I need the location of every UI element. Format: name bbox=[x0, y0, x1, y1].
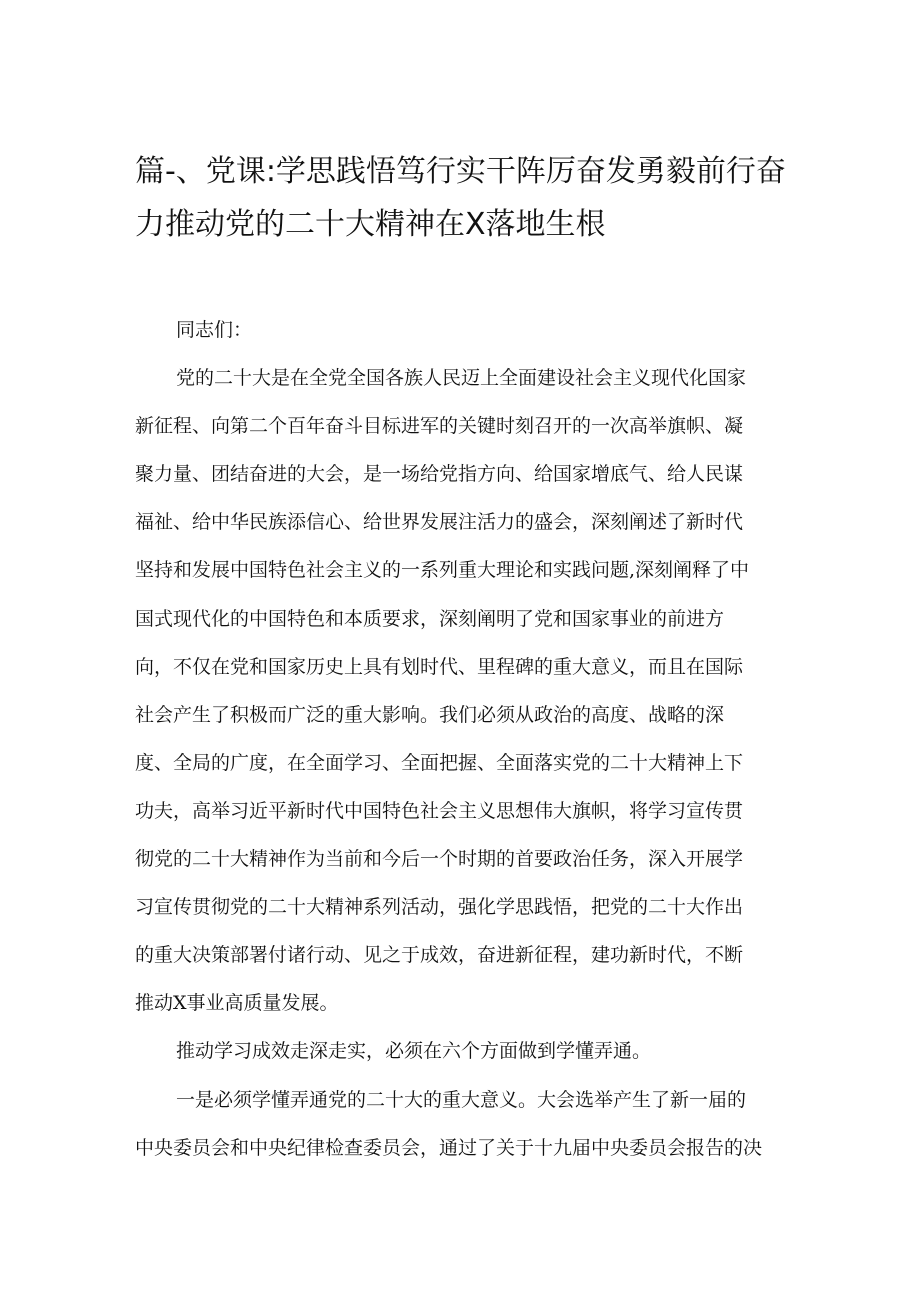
title-line-2: 力推动党的二十大精神在X落地生根 bbox=[135, 207, 606, 242]
paragraph-1-line-3: 聚力量、团结奋进的大会，是一场给党指方向、给国家增底气、给人民谋 bbox=[135, 463, 744, 486]
paragraph-1-line-9: 度、全局的广度，在全面学习、全面把握、全面落实党的二十大精神上下 bbox=[135, 751, 744, 774]
title-line-1: 篇-、党课:学思践悟笃行实干阵厉奋发勇毅前行奋 bbox=[135, 154, 786, 189]
paragraph-1-line-4: 福祉、给中华民族添信心、给世界发展注活力的盛会，深刻阐述了新时代 bbox=[135, 511, 744, 534]
paragraph-1-line-5: 坚持和发展中国特色社会主义的一系列重大理论和实践问题,深刻阐释了中 bbox=[135, 559, 750, 582]
paragraph-1-line-7: 向，不仅在党和国家历史上具有划时代、里程碑的重大意义，而且在国际 bbox=[135, 655, 744, 678]
paragraph-1-line-11: 彻党的二十大精神作为当前和今后一个时期的首要政治任务，深入开展学 bbox=[135, 848, 744, 871]
paragraph-1-line-2: 新征程、向第二个百年奋斗目标进军的关键时刻召开的一次高举旗帜、凝 bbox=[135, 415, 744, 438]
paragraph-2-line-1: 推动学习成效走深走实，必须在六个方面做到学懂弄通。 bbox=[176, 1040, 652, 1063]
document-body bbox=[135, 306, 790, 1172]
paragraph-1-line-12: 习宣传贯彻党的二十大精神系列活动，强化学思践悟，把党的二十大作出 bbox=[135, 896, 744, 919]
document-title bbox=[135, 145, 795, 251]
paragraph-1-line-13: 的重大决策部署付诸行动、见之于成效，奋进新征程，建功新时代，不断 bbox=[135, 944, 744, 967]
paragraph-3-line-1: 一是必须学懂弄通党的二十大的重大意义。大会选举产生了新一届的 bbox=[176, 1088, 747, 1111]
paragraph-1-line-1: 党的二十大是在全党全国各族人民迈上全面建设社会主义现代化国家 bbox=[176, 367, 747, 390]
paragraph-1-line-14: 推动X事业高质量发展。 bbox=[135, 992, 339, 1015]
paragraph-1-line-8: 社会产生了积极而广泛的重大影响。我们必须从政治的高度、战略的深 bbox=[135, 703, 725, 726]
paragraph-1-line-6: 国式现代化的中国特色和本质要求，深刻阐明了党和国家事业的前进方 bbox=[135, 607, 725, 630]
paragraph-1-line-10: 功夫，高举习近平新时代中国特色社会主义思想伟大旗帜，将学习宣传贯 bbox=[135, 799, 744, 822]
salutation: 同志们： bbox=[176, 319, 253, 341]
paragraph-3-line-2: 中央委员会和中央纪律检查委员会，通过了关于十九届中央委员会报告的决 bbox=[135, 1136, 763, 1159]
